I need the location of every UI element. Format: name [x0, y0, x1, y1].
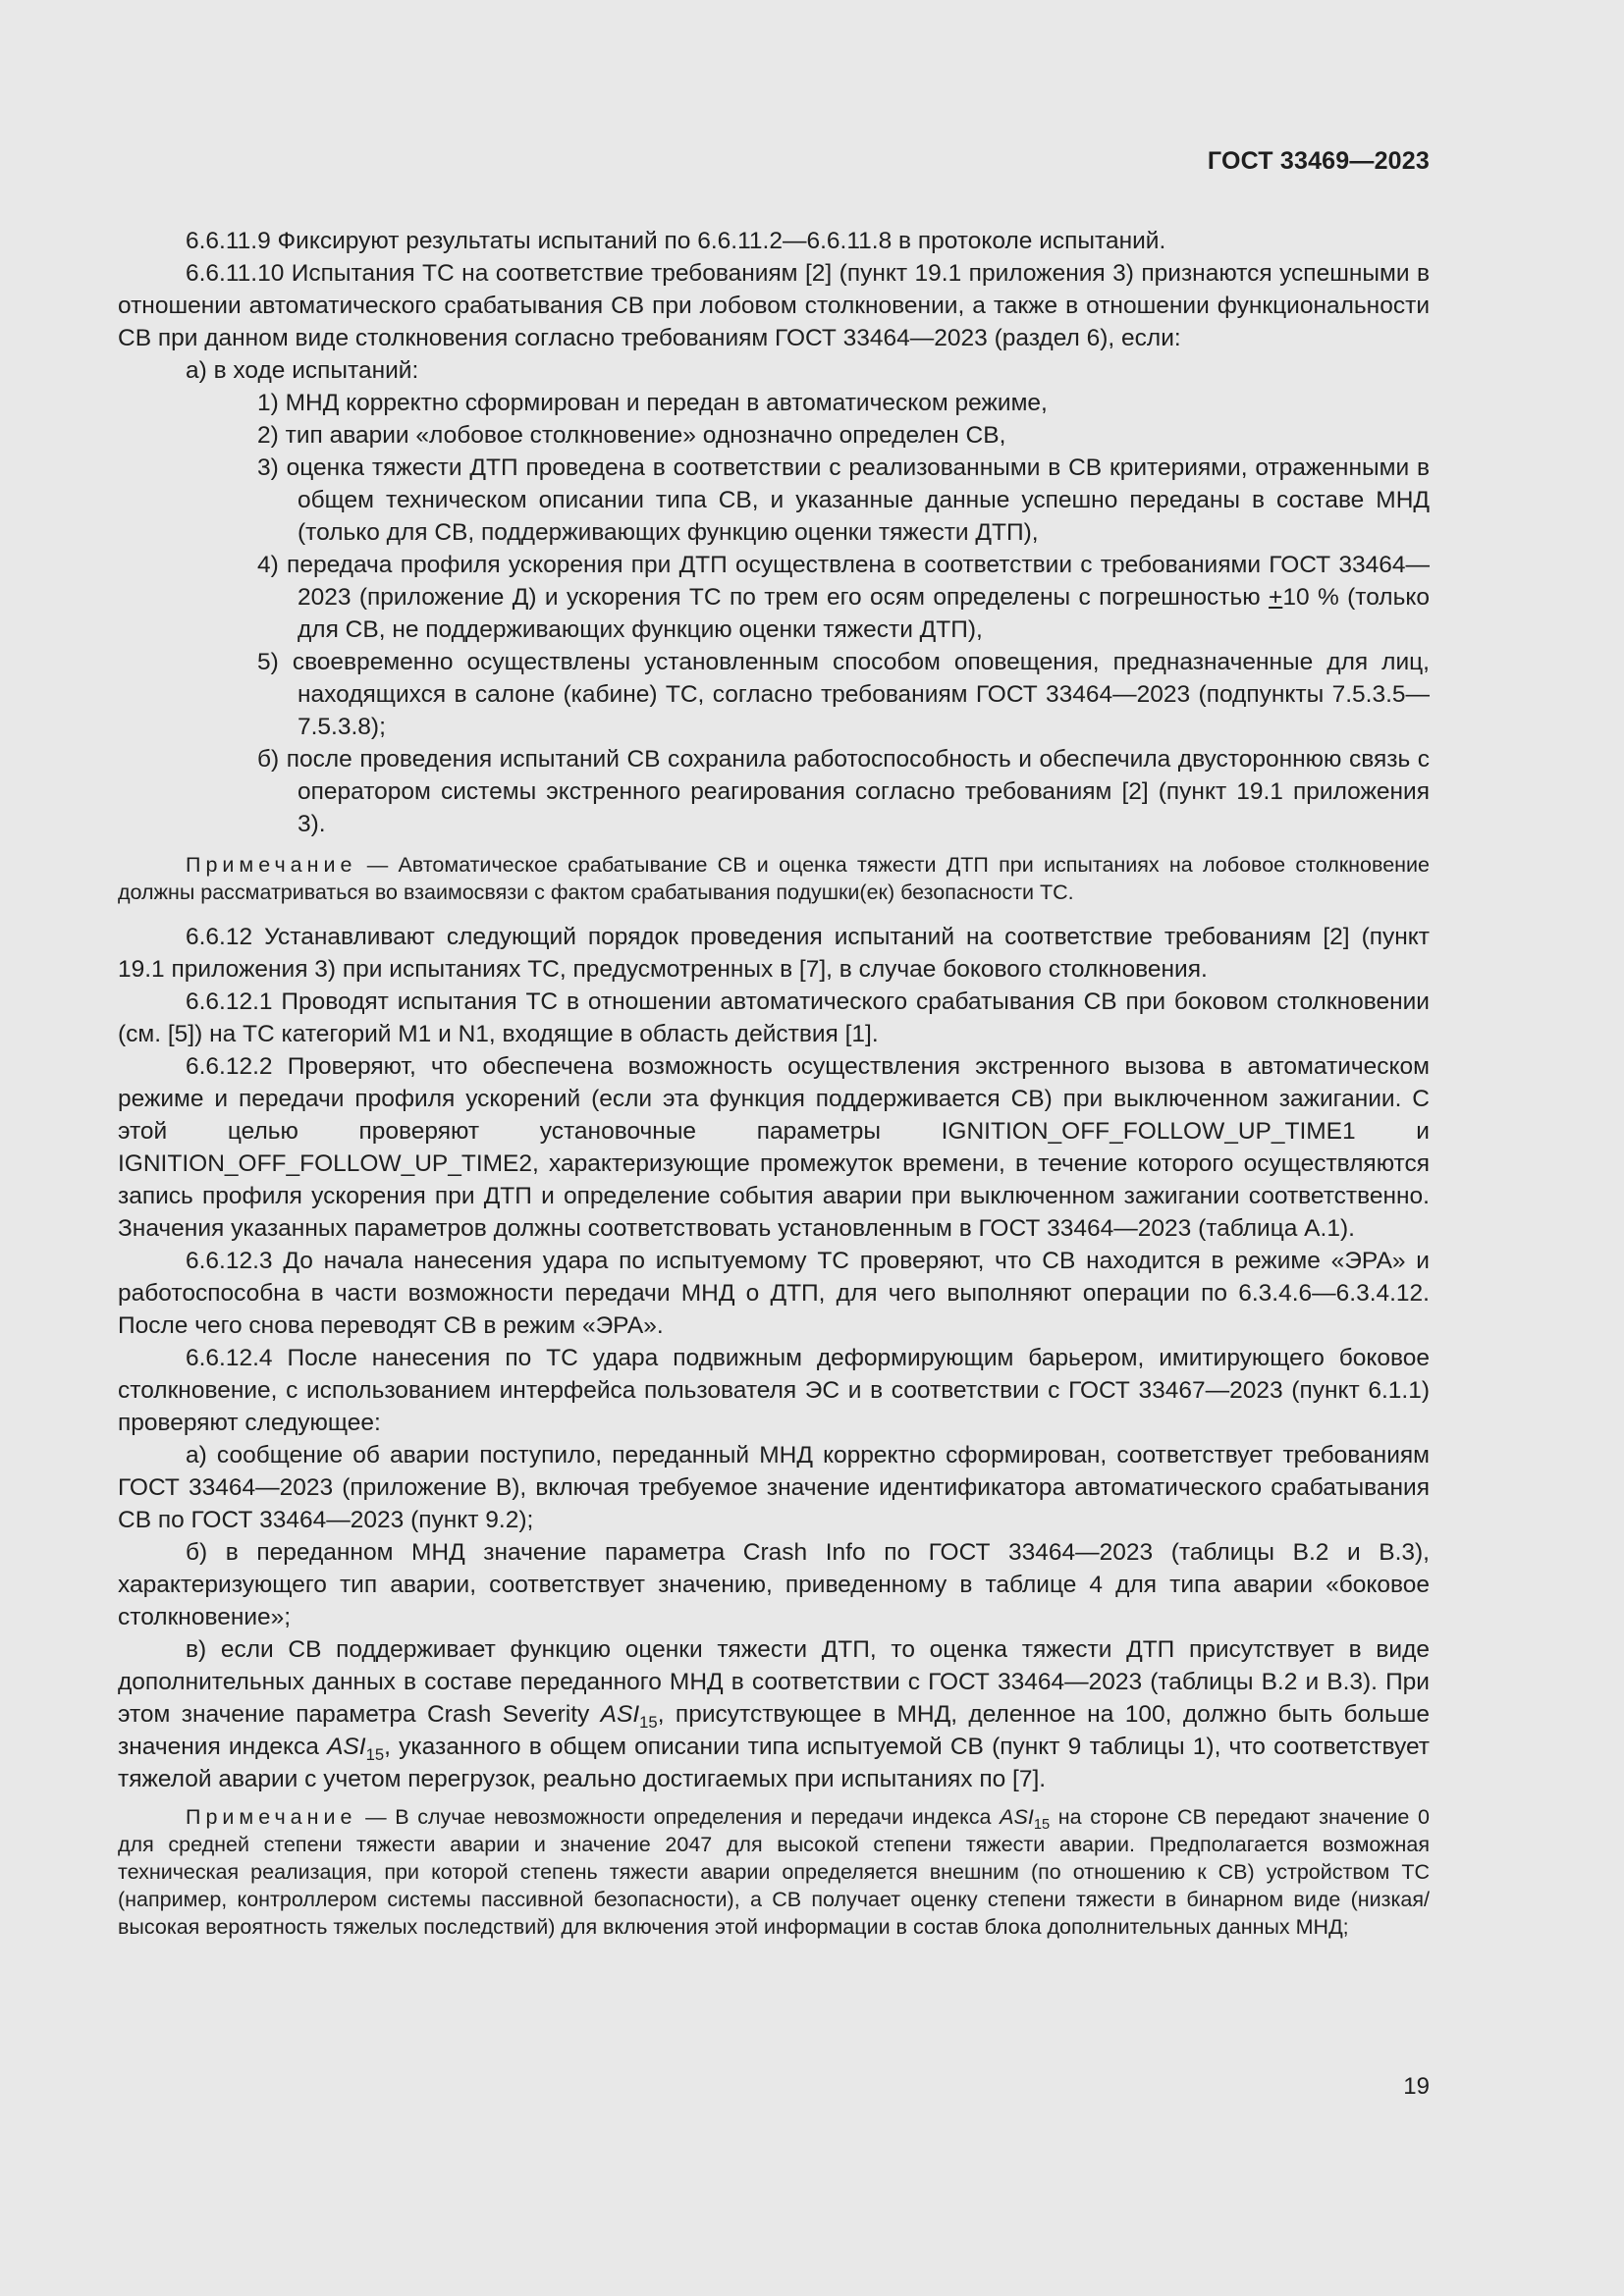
- asi-subscript: 15: [1033, 1817, 1051, 1834]
- list-item-a-4-tail: 10 % (только для СВ, не поддерживающих функцию оценки тяжести ДТП),: [298, 584, 1430, 643]
- note-severity-index: [118, 1803, 1430, 1941]
- list-item-a-heading: а) в ходе испытаний:: [186, 357, 419, 384]
- asi-subscript: 15: [639, 1712, 658, 1732]
- check-item-c-text-3: , указанного в общем описании типа испытуемой СВ (пункт 9 таблицы 1), что соответствует тяжелой аварии с учетом перегрузок, реально достигаемых при испытаниях по [7].: [118, 1734, 1430, 1792]
- document-code-header: ГОСТ 33469—2023: [1207, 147, 1430, 175]
- note-text-1: — В случае невозможности определения и передачи индекса: [356, 1805, 1001, 1829]
- note-label: Примечание: [186, 1805, 357, 1829]
- note-label: Примечание: [186, 853, 357, 877]
- list-item-a-5: 5) своевременно осуществлены установленным способом оповещения, предназначенные для лиц, находящихся в салоне (кабине) ТС, согласно требованиям ГОСТ 33464—2023 (подпункты 7.5.3.5—7.5.3.8);: [257, 649, 1430, 740]
- paragraph-6-6-12-2: 6.6.12.2 Проверяют, что обеспечена возможность осуществления экстренного вызова в автоматическом режиме и передачи профиля ускорений (если эта функция поддерживается СВ) при выключенном зажигании. С этой целью проверяют установочные параметры IGNITION_OFF_FOLLOW_UP_TIME1 и IGNITION_OFF_FOLLOW_UP_TIME2, характеризующие промежуток времени, в течение которого осуществляются запись профиля ускорения при ДТП и определение события аварии при выключенном зажигании соответственно. Значения указанных параметров должны соответствовать установленным в ГОСТ 33464—2023 (таблица А.1).: [118, 1053, 1430, 1242]
- paragraph-6-6-12-3: 6.6.12.3 До начала нанесения удара по испытуемому ТС проверяют, что СВ находится в режиме «ЭРА» и работоспособна в части возможности передачи МНД о ДТП, для чего выполняют операции по 6.3.4.6—6.3.4.12. После чего снова переводят СВ в режим «ЭРА».: [118, 1248, 1430, 1339]
- plus-minus-sign: +: [1269, 584, 1283, 611]
- document-body: [118, 225, 1430, 1955]
- check-item-c-text-2: , присутствующее в МНД, деленное на 100, должно быть больше значения индекса: [118, 1701, 1430, 1760]
- paragraph-6-6-12-1: 6.6.12.1 Проводят испытания ТС в отношении автоматического срабатывания СВ при боковом столкновении (см. [5]) на ТС категорий M1 и N1, входящие в область действия [1].: [118, 988, 1430, 1047]
- list-item-a-1: 1) МНД корректно сформирован и передан в автоматическом режиме,: [257, 390, 1048, 416]
- list-item-a-4: [118, 549, 1430, 646]
- paragraph-6-6-12: 6.6.12 Устанавливают следующий порядок проведения испытаний на соответствие требованиям [2] (пункт 19.1 приложения 3) при испытаниях ТС, предусмотренных в [7], в случае бокового столкновения.: [118, 924, 1430, 983]
- list-item-a-4-text: 4) передача профиля ускорения при ДТП осуществлена в соответствии с требованиями ГОСТ 33464—2023 (приложение Д) и ускорения ТС по трем его осям определены с погрешностью: [257, 552, 1430, 611]
- paragraph-6-6-12-4: 6.6.12.4 После нанесения по ТС удара подвижным деформирующим барьером, имитирующего боковое столкновение, с использованием интерфейса пользователя ЭС и в соответствии с ГОСТ 33467—2023 (пункт 6.1.1) проверяют следующее:: [118, 1345, 1430, 1436]
- list-item-a-2: 2) тип аварии «лобовое столкновение» однозначно определен СВ,: [257, 422, 1006, 449]
- check-item-b: б) в переданном МНД значение параметра Crash Info по ГОСТ 33464—2023 (таблицы В.2 и В.3), характеризующего тип аварии, соответствует значению, приведенному в таблице 4 для типа аварии «боковое столкновение»;: [118, 1539, 1430, 1630]
- note-frontal-collision: [118, 851, 1430, 906]
- paragraph-6-6-11-9: 6.6.11.9 Фиксируют результаты испытаний по 6.6.11.2—6.6.11.8 в протоколе испытаний.: [186, 228, 1166, 254]
- note-text: — Автоматическое срабатывание СВ и оценка тяжести ДТП при испытаниях на лобовое столкновение должны рассматриваться во взаимосвязи с фактом срабатывания подушки(ек) безопасности ТС.: [118, 853, 1430, 904]
- note-text-2: на стороне СВ передают значение 0 для средней степени тяжести аварии и значение 2047 для высокой степени тяжести аварии. Предполагается возможная техническая реализация, при которой степень тяжести аварии определяется внешним (по отношению к СВ) устройством ТС (например, контроллером системы пассивной безопасности), а СВ получает оценку степени тяжести в бинарном виде (низкая/высокая вероятность тяжелых последствий) для включения этой информации в состав блока дополнительных данных МНД;: [118, 1805, 1431, 1939]
- check-item-c: [118, 1633, 1430, 1795]
- list-item-a-3: 3) оценка тяжести ДТП проведена в соответствии с реализованными в СВ критериями, отраженными в общем техническом описании типа СВ, и указанные данные успешно переданы в составе МНД (только для СВ, поддерживающих функцию оценки тяжести ДТП),: [257, 454, 1430, 546]
- check-item-a: а) сообщение об аварии поступило, переданный МНД корректно сформирован, соответствует требованиям ГОСТ 33464—2023 (приложение В), включая требуемое значение идентификатора автоматического срабатывания СВ по ГОСТ 33464—2023 (пункт 9.2);: [118, 1442, 1430, 1533]
- asi-subscript: 15: [365, 1744, 385, 1764]
- asi-symbol: ASI: [327, 1734, 366, 1760]
- page-number: 19: [1403, 2073, 1430, 2100]
- check-item-c-text-1: в) если СВ поддерживает функцию оценки тяжести ДТП, то оценка тяжести ДТП присутствует в виде дополнительных данных в составе переданного МНД в соответствии с ГОСТ 33464—2023 (таблицы В.2 и В.3). При этом значение параметра Crash Severity: [118, 1636, 1430, 1728]
- asi-symbol: ASI: [1000, 1805, 1034, 1829]
- list-item-b: б) после проведения испытаний СВ сохранила работоспособность и обеспечила двустороннюю связь с оператором системы экстренного реагирования согласно требованиям [2] (пункт 19.1 приложения 3).: [257, 746, 1430, 837]
- paragraph-6-6-11-10: 6.6.11.10 Испытания ТС на соответствие требованиям [2] (пункт 19.1 приложения 3) признаются успешными в отношении автоматического срабатывания СВ при лобовом столкновении, а также в отношении функциональности СВ при данном виде столкновения согласно требованиям ГОСТ 33464—2023 (раздел 6), если:: [118, 260, 1430, 351]
- asi-symbol: ASI: [600, 1701, 640, 1728]
